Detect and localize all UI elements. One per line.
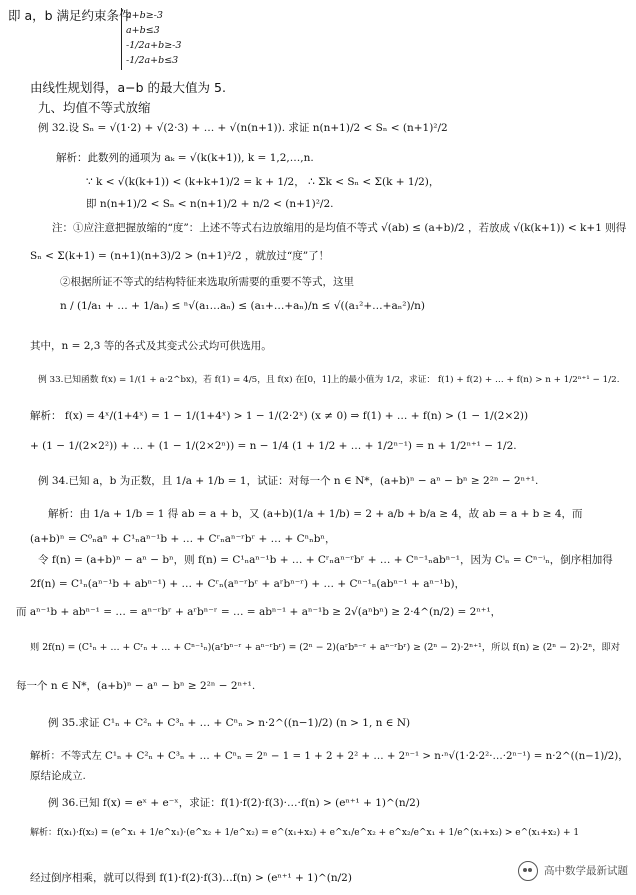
ex32-note3: ②根据所证不等式的结构特征来选取所需要的重要不等式，这里 (60, 276, 354, 288)
ex32-sol2: ∵ k < √(k(k+1)) < (k+k+1)/2 = k + 1/2， ∴ Σk < Sₙ < Σ(k + 1/2)， (86, 176, 440, 188)
constraint-3: -1/2a+b≥-3 (126, 40, 182, 51)
ex34-sol3: 令 f(n) = (a+b)ⁿ − aⁿ − bⁿ，则 f(n) = C¹ₙaⁿ⁻¹b + … + Cʳₙaⁿ⁻ʳbʳ + … + Cⁿ⁻¹ₙabⁿ⁻¹，因为 Cⁱₙ = Cⁿ⁻ⁱₙ，倒序相加得 (38, 554, 613, 566)
watermark (518, 861, 628, 881)
ex34-sol1: 解析：由 1/a + 1/b = 1 得 ab = a + b，又 (a+b)(1/a + 1/b) = 2 + a/b + b/a ≥ 4，故 ab = a + b ≥ 4，而 (48, 508, 583, 520)
ex32-note4: n / (1/a₁ + … + 1/aₙ) ≤ ⁿ√(a₁…aₙ) ≤ (a₁+…+aₙ)/n ≤ √((a₁²+…+aₙ²)/n) (60, 300, 425, 312)
ex33-sol1: 解析： f(x) = 4ˣ/(1+4ˣ) = 1 − 1/(1+4ˣ) > 1 − 1/(2·2ˣ) (x ≠ 0) ⇒ f(1) + … + f(n) > (1 − 1/(2×2)) (30, 410, 529, 422)
ex34-sol4: 2f(n) = C¹ₙ(aⁿ⁻¹b + abⁿ⁻¹) + … + Cʳₙ(aⁿ⁻ʳbʳ + aʳbⁿ⁻ʳ) + … + Cⁿ⁻¹ₙ(abⁿ⁻¹ + aⁿ⁻¹b)， (30, 578, 466, 590)
constraint-lead: 即 a，b 满足约束条件 (8, 8, 132, 23)
ex32-note2: Sₙ < Σ(k+1) = (n+1)(n+3)/2 > (n+1)²/2 ，就放过“度”了！ (30, 250, 330, 262)
ex34-sol2: (a+b)ⁿ = C⁰ₙaⁿ + C¹ₙaⁿ⁻¹b + … + Cʳₙaⁿ⁻ʳbʳ + … + Cⁿₙbⁿ， (30, 533, 336, 545)
ex36-sol2: 经过倒序相乘，就可以得到 f(1)·f(2)·f(3)…f(n) > (eⁿ⁺¹ + 1)^(n/2) (30, 872, 352, 884)
constraint-conclusion: 由线性规划得，a−b 的最大值为 5. (30, 80, 226, 95)
ex36-sol1: 解析：f(x₁)·f(x₂) = (e^x₁ + 1/e^x₁)·(e^x₂ + 1/e^x₂) = e^(x₁+x₂) + e^x₁/e^x₂ + e^x₂/e^x₁ + 1/e^(x₁+x₂) > e^(x₁+x₂) + 1 (30, 828, 580, 838)
wechat-icon (518, 861, 538, 881)
constraint-2: a+b≤3 (126, 25, 160, 36)
section-heading: 九、均值不等式放缩 (38, 100, 151, 115)
ex35-statement: 例 35.求证 C¹ₙ + C²ₙ + C³ₙ + … + Cⁿₙ > n·2^((n−1)/2) (n > 1, n ∈ N) (48, 717, 411, 729)
ex32-note5: 其中，n = 2,3 等的各式及其变式公式均可供选用。 (30, 340, 272, 352)
ex34-sol6: 则 2f(n) = (C¹ₙ + … + Cʳₙ + … + Cⁿ⁻¹ₙ)(aʳbⁿ⁻ʳ + aⁿ⁻ʳbʳ) = (2ⁿ − 2)(aʳbⁿ⁻ʳ + aⁿ⁻ʳbʳ) ≥ (2ⁿ − 2)·2ⁿ⁺¹，所以 f(n) ≥ (2ⁿ − 2)·2ⁿ，即对 (30, 642, 621, 653)
constraint-4: -1/2a+b≤3 (126, 55, 179, 66)
ex32-statement: 例 32.设 Sₙ = √(1·2) + √(2·3) + … + √(n(n+1)). 求证 n(n+1)/2 < Sₙ < (n+1)²/2 (38, 122, 448, 134)
ex32-sol3: 即 n(n+1)/2 < Sₙ < n(n+1)/2 + n/2 < (n+1)²/2. (86, 198, 334, 210)
ex33-statement: 例 33.已知函数 f(x) = 1/(1 + a·2^bx)，若 f(1) = 4/5，且 f(x) 在[0，1]上的最小值为 1/2，求证： f(1) + f(2) + … + f(n) > n + 1/2ⁿ⁺¹ − 1/2. (38, 375, 620, 385)
ex34-sol5: 而 aⁿ⁻¹b + abⁿ⁻¹ = … = aⁿ⁻ʳbʳ + aʳbⁿ⁻ʳ = … = abⁿ⁻¹ + aⁿ⁻¹b ≥ 2√(aⁿbⁿ) ≥ 2·4^(n/2) = 2ⁿ⁺¹， (16, 606, 502, 618)
ex35-sol2: 原结论成立. (30, 770, 86, 782)
ex33-sol2: + (1 − 1/(2×2²)) + … + (1 − 1/(2×2ⁿ)) = n − 1/4 (1 + 1/2 + … + 1/2ⁿ⁻¹) = n + 1/2ⁿ⁺¹ − 1/2. (30, 440, 517, 452)
ex34-statement: 例 34.已知 a，b 为正数，且 1/a + 1/b = 1，试证：对每一个 n ∈ N*，(a+b)ⁿ − aⁿ − bⁿ ≥ 2²ⁿ − 2ⁿ⁺¹. (38, 475, 539, 487)
constraint-1: a+b≥-3 (126, 10, 163, 21)
ex36-statement: 例 36.已知 f(x) = eˣ + e⁻ˣ，求证：f(1)·f(2)·f(3)·…·f(n) > (eⁿ⁺¹ + 1)^(n/2) (48, 797, 420, 809)
ex35-sol1: 解析：不等式左 C¹ₙ + C²ₙ + C³ₙ + … + Cⁿₙ = 2ⁿ − 1 = 1 + 2 + 2² + … + 2ⁿ⁻¹ > n·ⁿ√(1·2·2²·…·2ⁿ⁻¹) = n·2^((n−1)/2)， (30, 750, 629, 762)
watermark-text: 高中数学最新试题 (544, 864, 628, 877)
constraint-system (121, 8, 181, 70)
ex32-note1: 注：①应注意把握放缩的“度”：上述不等式右边放缩用的是均值不等式 √(ab) ≤ (a+b)/2 ，若放成 √(k(k+1)) < k+1 则得 (52, 222, 627, 234)
ex32-sol1: 解析：此数列的通项为 aₖ = √(k(k+1)), k = 1,2,…,n. (56, 152, 314, 164)
ex34-sol7: 每一个 n ∈ N*，(a+b)ⁿ − aⁿ − bⁿ ≥ 2²ⁿ − 2ⁿ⁺¹. (16, 680, 256, 692)
